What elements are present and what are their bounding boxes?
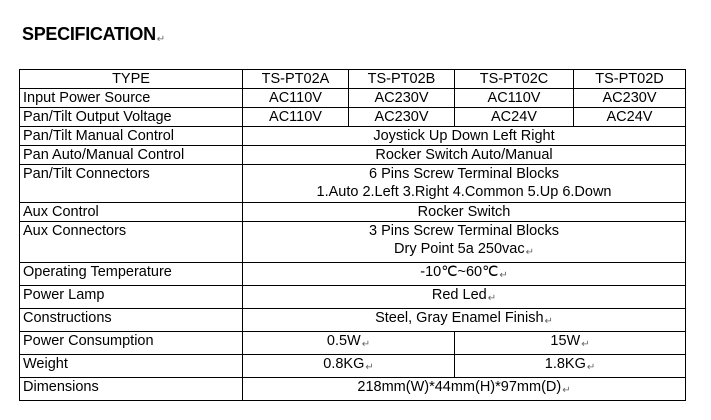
cell-line-2: 1.Auto 2.Left 3.Right 4.Common 5.Up 6.Down — [316, 184, 612, 200]
table-row-aux-connectors — [20, 222, 686, 263]
cell-text: -10℃~60℃ — [420, 264, 499, 280]
cell-text: 15W — [550, 333, 581, 349]
cell-value: AC230V — [574, 89, 686, 108]
row-label: Pan/Tilt Manual Control — [20, 127, 243, 146]
cell-text: 0.8KG — [323, 356, 365, 372]
column-header-ts-pt02d: TS-PT02D — [574, 70, 686, 89]
cell-value-multiline — [243, 222, 686, 263]
cell-value: Joystick Up Down Left Right — [243, 127, 686, 146]
row-label: Power Lamp — [20, 286, 243, 309]
cell-text: 218mm(W)*44mm(H)*97mm(D) — [357, 379, 562, 395]
cell-value — [243, 309, 686, 332]
column-header-ts-pt02c: TS-PT02C — [455, 70, 574, 89]
paragraph-mark-icon: ↵ — [487, 293, 497, 304]
cell-line-2 — [245, 240, 683, 262]
cell-value: AC24V — [455, 108, 574, 127]
table-row-manual-control — [20, 127, 686, 146]
table-row-auto-manual — [20, 146, 686, 165]
table-row-temperature — [20, 263, 686, 286]
row-label: Aux Control — [20, 203, 243, 222]
spec-heading — [22, 24, 165, 45]
row-label: Pan/Tilt Connectors — [20, 165, 243, 203]
table-row-dimensions — [20, 378, 686, 401]
paragraph-mark-icon: ↵ — [562, 385, 571, 396]
table-row-weight — [20, 355, 686, 378]
row-label: Dimensions — [20, 378, 243, 401]
cell-value: Rocker Switch Auto/Manual — [243, 146, 686, 165]
cell-value-right — [455, 332, 686, 355]
row-label: Power Consumption — [20, 332, 243, 355]
paragraph-mark-icon: ↵ — [581, 339, 590, 350]
row-label: Weight — [20, 355, 243, 378]
row-label: Constructions — [20, 309, 243, 332]
table-row-power-lamp — [20, 286, 686, 309]
table-row-aux-control — [20, 203, 686, 222]
row-label: Pan/Tilt Output Voltage — [20, 108, 243, 127]
cell-value: AC110V — [455, 89, 574, 108]
table-row-connectors — [20, 165, 686, 203]
cell-value-right — [455, 355, 686, 378]
paragraph-mark-icon: ↵ — [586, 362, 596, 373]
paragraph-mark-icon: ↵ — [525, 247, 534, 258]
paragraph-mark-icon: ↵ — [499, 270, 508, 281]
table-row-constructions — [20, 309, 686, 332]
cell-value: AC230V — [349, 89, 455, 108]
cell-value — [243, 286, 686, 309]
paragraph-mark-icon: ↵ — [365, 362, 374, 373]
cell-value-multiline — [243, 165, 686, 203]
cell-line-2-text: Dry Point 5a 250vac — [394, 241, 525, 257]
cell-text: 0.5W — [326, 333, 361, 349]
row-label: Pan Auto/Manual Control — [20, 146, 243, 165]
cell-text: Red Led — [431, 287, 487, 303]
specification-table — [19, 69, 686, 401]
cell-text: 1.8KG — [544, 356, 586, 372]
cell-value: Rocker Switch — [243, 203, 686, 222]
paragraph-mark-icon: ↵ — [156, 34, 165, 45]
row-label: Operating Temperature — [20, 263, 243, 286]
table-row-input-power — [20, 89, 686, 108]
cell-value: AC110V — [243, 108, 349, 127]
cell-value: AC24V — [574, 108, 686, 127]
column-header-ts-pt02b: TS-PT02B — [349, 70, 455, 89]
cell-value-left — [243, 355, 455, 378]
cell-value-left — [243, 332, 455, 355]
cell-value — [243, 263, 686, 286]
cell-text: Steel, Gray Enamel Finish — [375, 310, 544, 326]
spec-heading-text: SPECIFICATION — [22, 24, 156, 44]
cell-line-1: 6 Pins Screw Terminal Blocks — [369, 166, 559, 182]
cell-value — [243, 378, 686, 401]
cell-value: AC230V — [349, 108, 455, 127]
paragraph-mark-icon: ↵ — [361, 339, 371, 350]
table-row-output-voltage — [20, 108, 686, 127]
column-header-ts-pt02a: TS-PT02A — [243, 70, 349, 89]
cell-value: AC110V — [243, 89, 349, 108]
paragraph-mark-icon: ↵ — [544, 316, 553, 327]
cell-line-1: 3 Pins Screw Terminal Blocks — [369, 223, 559, 239]
row-label: Input Power Source — [20, 89, 243, 108]
column-header-type: TYPE — [20, 70, 243, 89]
row-label: Aux Connectors — [20, 222, 243, 263]
table-row-power-consumption — [20, 332, 686, 355]
table-header-row — [20, 70, 686, 89]
